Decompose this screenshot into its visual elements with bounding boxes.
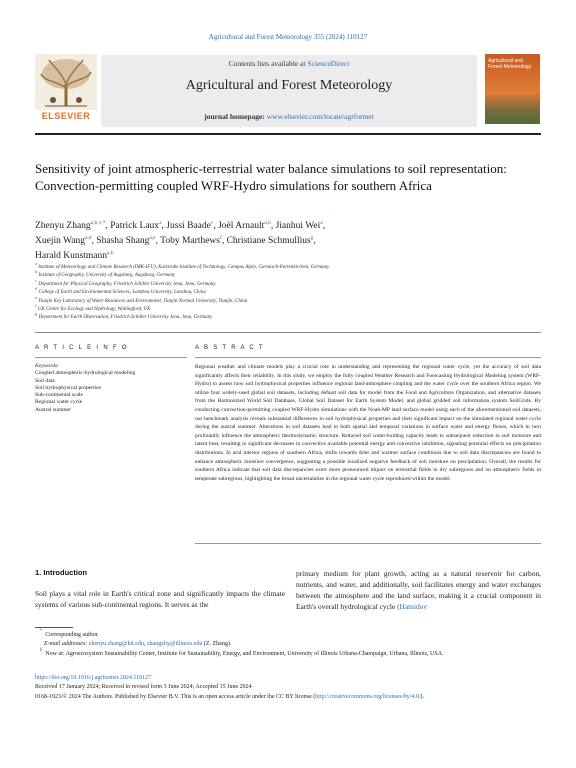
author-separator: , (322, 221, 326, 231)
affiliation-mark: e (35, 294, 37, 300)
affiliation-text: Department for Earth Observation, Friedrich Schiller University Jena, Jena, Germany (38, 315, 213, 321)
author-name[interactable]: Patrick Laux (110, 221, 160, 231)
journal-reference-link[interactable]: Agricultural and Forest Meteorology 355 (2024) 110127 (208, 33, 368, 41)
author-affiliation-marks[interactable]: a,b (264, 220, 271, 226)
affiliation-mark: f (35, 303, 37, 309)
journal-cover-title: Agricultural and Forest Meteorology (488, 58, 532, 70)
author-affiliation-marks[interactable]: f (219, 235, 222, 241)
author-name[interactable]: Jussi Baade (166, 221, 211, 231)
email-link-2[interactable]: zhangzhy@illinois.edu (146, 641, 203, 648)
article-meta (35, 674, 541, 702)
present-address-note (35, 646, 541, 659)
affiliation-text: Tianjin Key Laboratory of Water Resources and Environment, Tianjin Normal University, Tianjin, China (38, 298, 248, 304)
license-link[interactable]: http://creativecommons.org/licenses/by/4.0/ (315, 693, 421, 700)
corresponding-mark: * (39, 628, 43, 634)
front-matter-rule (35, 332, 541, 333)
article-title: Sensitivity of joint atmospheric-terrestrial water balance simulations to soil representation: Convection-permitting coupled WRF-Hydro simulations for southern Africa (35, 161, 507, 193)
author-list (35, 219, 541, 264)
contents-prefix: Contents lists available at (228, 59, 308, 68)
affiliation-mark: c (35, 277, 37, 283)
author-affiliation-marks[interactable]: a,d (84, 235, 92, 241)
affiliation-mark: g (35, 311, 38, 317)
corresponding-text: Corresponding author. (45, 632, 99, 638)
elsevier-wordmark: ELSEVIER (41, 111, 91, 121)
affiliation-item (35, 303, 541, 317)
intro-left-column: Soil plays a vital role in Earth's critical zone and significantly impacts the climate systems of various sub-continental regions. It serves as the (35, 589, 285, 609)
header-rule (35, 133, 541, 135)
homepage-link[interactable]: www.elsevier.com/locate/agrformet (266, 112, 374, 121)
affiliation-item (35, 261, 541, 275)
keywords-label: Keywords: (35, 363, 60, 369)
keyword-item: Sub-continental scale (35, 392, 83, 399)
affiliation-mark: b (35, 269, 38, 275)
keyword-item: Soil hydrophysical properties (35, 384, 101, 391)
article-info-rule (35, 357, 187, 358)
affiliation-mark: a (35, 261, 37, 266)
abstract-text: Regional weather and climate models play a crucial role in understanding and representing the regional water cycle, yet the accuracy of soil data significantly affects their reliability. In this study, we employ the fully coupled Weather Research and Forecasting Hydrological Modeling system (WRF-Hydro) to assess how soil hydrophysical properties influence regional land-atmosphere coupling and the water cycle over the southern Africa region. We utilize four widely-used global soil datasets, including default soil data for model from the Food and Agriculture Organization, and alternative datasets from the Harmonized World Soil Database, Global Soil Dataset for Earth System Model, and global gridded soil information system SoilGrids. By conducting convection-permitting coupled WRF-Hydro simulations with the Noah-MP land surface model using each of the aforementioned soil datasets, our benchmark analysis reveals substantial differences in soil hydrophysical properties and their significant impact on the simulated regional water cycle during the austral summer. Alterations in soil datasets lead to both spatial and temporal variations in surface water and energy fluxes, which in turn profoundly influence the atmospheric thermodynamic structure. Reduced soil water-holding capacity leads to subsequent reduction in soil moisture and latent heat, resulting in significant decreases in convective available potential energy and convective inhibition, signaling potential effects on precipitation distributions. In arid interior regions of southern Africa, shifts towards drier and warmer surface conditions due to soil data discrepancies are found to enhance atmospheric moisture convergence, suggesting a possible localized negative feedback of soil moisture on precipitation. Overall, the results for southern Africa indicate that soil data discrepancies exert more pronounced impact on terrestrial fields in dry subregions and on atmospheric fields in temperate subregions, highlighting the broad uncertainties in the regional water cycle reproduced within the model. (195, 364, 541, 482)
author-affiliation-marks[interactable]: a,e (149, 235, 156, 241)
keywords-block (35, 363, 187, 414)
received-dates: Received 17 January 2024; Received in revised form 3 June 2024; Accepted 15 June 2024 (35, 684, 252, 691)
author-name[interactable]: Joël Arnault (218, 221, 265, 231)
note-mark: 1 (39, 646, 43, 653)
author-separator: , (155, 236, 161, 246)
affiliation-item (35, 286, 541, 297)
keyword-item: Coupled atmospheric-hydrological modeling (35, 370, 136, 377)
affiliation-item (35, 294, 541, 309)
author-name[interactable]: Xuejin Wang (35, 236, 85, 246)
author-separator: , (313, 236, 316, 246)
copyright-line (35, 693, 541, 702)
citation-link[interactable]: (Hamidov (397, 602, 428, 611)
homepage-line (101, 112, 477, 121)
author-affiliation-marks[interactable]: c (210, 220, 214, 226)
author-name[interactable]: Toby Marthews (160, 236, 220, 246)
author-affiliation-marks[interactable]: g (310, 235, 314, 241)
intro-right-text: primary medium for plant growth, acting as a natural reservoir for carbon, nutrients, and water, and additionally, soil facilitates energy and water exchanges between the atmosphere and the land surface, making it a crucial component in Earth's overall hydrological cycle (296, 569, 541, 611)
author-separator: , (105, 221, 111, 231)
doi-link[interactable]: https://doi.org/10.1016/j.agrformet.2024.110127 (35, 675, 152, 681)
affiliation-text: UK Centre for Ecology and Hydrology, Wallingford, UK (37, 307, 151, 313)
keyword-item: Soil data (35, 377, 55, 384)
homepage-prefix: journal homepage: (204, 112, 267, 121)
author-name[interactable]: Jianhui Wei (275, 221, 321, 231)
author-name[interactable]: Harald Kunstmann (35, 251, 108, 261)
email-suffix: (Z. Zhang). (202, 641, 232, 648)
sciencedirect-link[interactable]: ScienceDirect (307, 59, 350, 68)
author-affiliation-marks[interactable]: a,b,1,* (90, 220, 106, 226)
author-name[interactable]: Zhenyu Zhang (35, 221, 91, 231)
affiliation-list (35, 261, 541, 323)
affiliation-item (35, 311, 541, 322)
affiliation-item (35, 269, 541, 280)
copyright-prefix: 0168-1923/© 2024 The Authors. Published by Elsevier B.V. This is an open access article under the CC BY license ( (35, 693, 316, 700)
footnotes (35, 628, 541, 659)
keyword-item: Austral summer (35, 406, 71, 413)
copyright-suffix: ). (420, 693, 424, 700)
affiliation-text: Institute of Geography, University of Augsburg, Augsburg, Germany (38, 273, 176, 279)
email-label: E-mail addresses: (44, 641, 88, 648)
abstract-heading: A B S T R A C T (195, 345, 265, 351)
keyword-item: Regional water cycle (35, 399, 83, 406)
abstract-end-rule (195, 543, 541, 544)
affiliation-text: College of Earth and Environmental Sciences, Lanzhou University, Lanzhou, China (38, 290, 206, 296)
email-note (35, 640, 541, 649)
author-affiliation-marks[interactable]: a,b (107, 250, 114, 256)
author-separator: , (270, 221, 276, 231)
affiliation-text: Department for Physical Geography, Friedrich Schiller University Jena, Jena, Germany (38, 281, 216, 287)
abstract-rule (195, 357, 541, 358)
introduction-heading: 1. Introduction (35, 568, 88, 577)
author-separator: , (221, 236, 227, 246)
journal-title[interactable]: Agricultural and Forest Meteorology (185, 78, 393, 93)
author-name[interactable]: Christiane Schmullius (226, 236, 311, 246)
email-separator: , (143, 641, 147, 648)
article-info-heading: A R T I C L E I N F O (35, 345, 129, 351)
corresponding-author-note (35, 628, 541, 640)
author-separator: , (161, 221, 167, 231)
affiliation-mark: d (35, 286, 38, 292)
note-text: Now at: Agroecosystem Sustainability Center, Institute for Sustainability, Energy, and Environment, University of Illinois Urbana-Champaign, Urbana, Illinois, USA. (45, 650, 444, 657)
intro-right-column (296, 568, 541, 612)
author-separator: , (91, 236, 97, 246)
author-separator: , (213, 221, 219, 231)
affiliation-item (35, 277, 541, 292)
author-affiliation-marks[interactable]: a (320, 220, 323, 226)
affiliation-text: Institute of Meteorology and Climate Research (IMK-IFU), Karlsruhe Institute of Technology, Campus Alpin, Garmisch-Partenkirchen, Germany (38, 265, 330, 270)
contents-line (101, 59, 477, 68)
author-affiliation-marks[interactable]: a (159, 220, 162, 226)
email-link-1[interactable]: zhenyu.zhang@kit.edu (88, 641, 144, 648)
author-name[interactable]: Shasha Shang (96, 236, 150, 246)
